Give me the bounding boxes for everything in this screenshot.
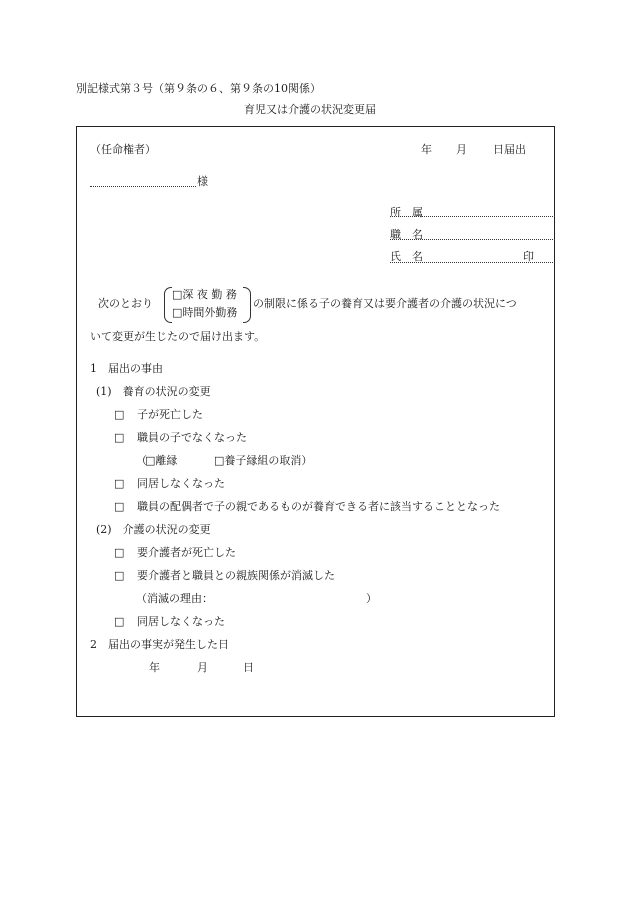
bracket-close: [243, 287, 251, 323]
bracket-open: [164, 287, 172, 323]
document-title: 育児又は介護の状況変更届: [244, 103, 376, 116]
appointer-label: （任命権者）: [90, 143, 156, 156]
affiliation-field[interactable]: [390, 216, 555, 217]
statement-line1: の制限に係る子の養育又は要介護者の介護の状況につ: [253, 297, 517, 310]
occurrence-year-label: 年: [149, 661, 160, 674]
label-child-not-cohabiting: 同居しなくなった: [137, 477, 225, 490]
date-year-label: 年: [421, 143, 432, 156]
checkbox-spouse-can-raise[interactable]: □: [114, 500, 125, 513]
label-care-person-died: 要介護者が死亡した: [137, 546, 236, 559]
label-kinship-ended: 要介護者と職員との親族関係が消滅した: [137, 569, 335, 582]
occurrence-month-label: 月: [197, 661, 208, 674]
checkbox-care-person-died[interactable]: □: [114, 546, 125, 559]
label-care-not-cohabiting: 同居しなくなった: [137, 615, 225, 628]
option-night-work[interactable]: □深 夜 勤 務: [172, 288, 237, 301]
option-adoption-cancel[interactable]: □養子縁組の取消）: [214, 454, 313, 467]
seal-label: 印: [523, 250, 534, 263]
addressee-honorific: 様: [197, 175, 208, 188]
reason-close: ）: [366, 592, 377, 605]
paren-open: （: [136, 454, 147, 467]
addressee-name-line[interactable]: [90, 186, 196, 187]
statement-intro: 次のとおり: [98, 297, 153, 310]
occurrence-day-label: 日: [243, 661, 254, 674]
name-field[interactable]: [390, 262, 555, 263]
form-number: 別記様式第３号（第９条の６、第９条の10関係）: [76, 82, 321, 95]
position-field[interactable]: [390, 239, 555, 240]
affiliation-label: 所 属: [390, 206, 423, 219]
date-month-label: 月: [456, 143, 467, 156]
section1-2-title: (2) 介護の状況の変更: [96, 523, 211, 536]
checkbox-no-longer-child[interactable]: □: [114, 431, 125, 444]
checkbox-kinship-ended[interactable]: □: [114, 569, 125, 582]
label-spouse-can-raise: 職員の配偶者で子の親であるものが養育できる者に該当することとなった: [137, 500, 500, 513]
option-divorce[interactable]: □離縁: [145, 454, 178, 467]
position-label: 職 名: [390, 228, 423, 241]
reason-label: （消滅の理由：: [136, 592, 213, 605]
section2-title: 2 届出の事実が発生した日: [90, 638, 229, 651]
label-no-longer-child: 職員の子でなくなった: [137, 431, 247, 444]
name-label: 氏 名: [390, 250, 423, 263]
checkbox-child-not-cohabiting[interactable]: □: [114, 477, 125, 490]
option-overtime-work[interactable]: □時間外勤務: [172, 306, 238, 319]
checkbox-child-died[interactable]: □: [114, 408, 125, 421]
checkbox-care-not-cohabiting[interactable]: □: [114, 615, 125, 628]
label-child-died: 子が死亡した: [137, 408, 203, 421]
statement-line2: いて変更が生じたので届け出ます。: [90, 330, 266, 343]
section1-title: 1 届出の事由: [90, 362, 163, 375]
date-day-filed-label: 日届出: [493, 143, 526, 156]
section1-1-title: (1) 養育の状況の変更: [96, 385, 211, 398]
